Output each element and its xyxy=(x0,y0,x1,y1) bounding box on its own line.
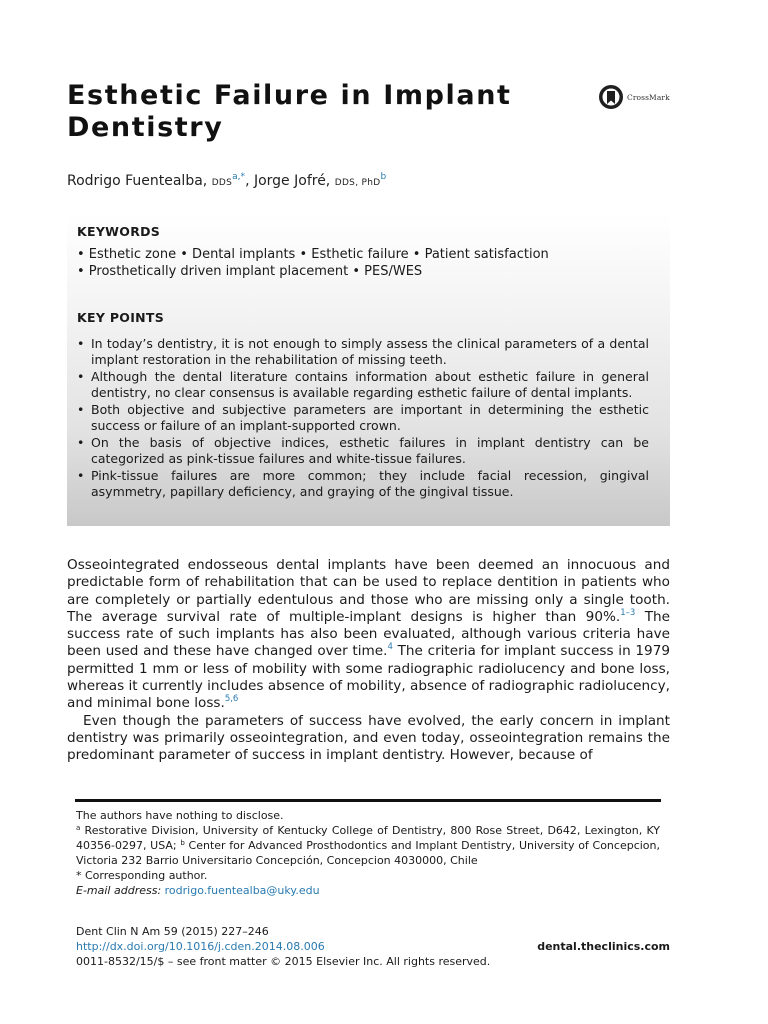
author-separator: , xyxy=(245,173,250,189)
key-point-item: • Pink-tissue failures are more common; they include facial recession, gingival asymmetry, papillary deficiency, and graying of the gingival tissue. xyxy=(77,468,649,499)
body-paragraph-1 xyxy=(67,557,670,713)
reference-link[interactable]: 5,6 xyxy=(224,694,239,705)
affiliation-b-marker: b xyxy=(180,839,185,847)
key-point-item: • Although the dental literature contains information about esthetic failure in general dentistry, no clear consensus is available regarding esthetic failure of dental implants. xyxy=(77,369,649,400)
article-body xyxy=(67,557,670,765)
affiliations-note xyxy=(76,823,660,868)
body-text-span: The success rate of such implants has also been evaluated, although various criteria have been used and these have changed over time. xyxy=(67,608,670,660)
journal-citation: Dent Clin N Am 59 (2015) 227–246 xyxy=(76,925,269,938)
author-1-name: Rodrigo Fuentealba, xyxy=(67,173,208,189)
key-points-list xyxy=(77,336,649,501)
body-text-span: The criteria for implant success in 1979 permitted 1 mm or less of mobility with some radiographic radiolucency and bone loss, whereas it currently includes absence of mobility, absence of radiographic radiolucency, and minimal bone loss. xyxy=(67,643,670,712)
doi-row xyxy=(76,939,670,954)
reference-link[interactable]: 1–3 xyxy=(620,607,636,618)
keywords-heading: KEYWORDS xyxy=(77,224,161,239)
crossmark-icon xyxy=(598,84,624,110)
key-point-item: • In today’s dentistry, it is not enough to simply assess the clinical parameters of a dental implant restoration in the rehabilitation of missing teeth. xyxy=(77,336,649,367)
corresponding-author-note: * Corresponding author. xyxy=(76,869,208,882)
author-1-affiliation-ref[interactable]: a,* xyxy=(232,172,246,182)
email-label: E-mail address: xyxy=(76,884,162,897)
journal-site-link[interactable]: dental.theclinics.com xyxy=(537,940,670,953)
title-line-2: Dentistry xyxy=(67,112,224,143)
footnotes xyxy=(76,808,660,898)
key-point-item: • On the basis of objective indices, esthetic failures in implant dentistry can be categorized as pink-tissue failures and white-tissue failures. xyxy=(77,435,649,466)
keywords-line-2: • Prosthetically driven implant placement • PES/WES xyxy=(77,264,423,279)
author-2-name: Jorge Jofré, xyxy=(253,173,331,189)
author-list xyxy=(67,173,386,189)
body-text-span: Osseointegrated endosseous dental implants have been deemed an innocuous and predictable form of rehabilitation that can be used to replace dentition in patients who are completely or partially edentulous and those who are missing only a single tooth. The average survival rate of multiple-implant designs is higher than 90%. xyxy=(67,557,670,625)
reference-link[interactable]: 4 xyxy=(387,642,393,653)
affiliation-b: Center for Advanced Prosthodontics and Implant Dentistry, University of Concepcion, Victoria 232 Barrio Universitario Concepción, Concepcion 4030000, Chile xyxy=(76,839,661,867)
email-link[interactable]: rodrigo.fuentealba@uky.edu xyxy=(164,884,320,897)
crossmark-badge[interactable] xyxy=(598,84,670,110)
keywords-keypoints-box xyxy=(67,212,670,526)
body-paragraph-2: Even though the parameters of success have evolved, the early concern in implant dentistry was primarily osseointegration, and even today, osseointegration remains the predominant parameter of success in implant dentistry. However, because of xyxy=(67,712,670,764)
keywords-line-1: • Esthetic zone • Dental implants • Esthetic failure • Patient satisfaction xyxy=(77,247,549,262)
affiliation-a: Restorative Division, University of Kentucky College of Dentistry, 800 Rose Street, D642, Lexington, KY 40356-0297, USA; xyxy=(76,824,660,852)
doi-link[interactable]: http://dx.doi.org/10.1016/j.cden.2014.08.006 xyxy=(76,940,325,953)
article-title xyxy=(67,80,567,144)
key-point-item: • Both objective and subjective parameters are important in determining the esthetic success or failure of an implant-supported crown. xyxy=(77,402,649,433)
disclosure-note: The authors have nothing to disclose. xyxy=(76,809,284,822)
publication-info xyxy=(76,924,670,969)
author-2-degree: DDS, PhD xyxy=(334,178,381,188)
author-2-affiliation-ref[interactable]: b xyxy=(380,172,387,182)
author-1-degree: DDS xyxy=(211,178,233,188)
copyright-line: 0011-8532/15/$ – see front matter © 2015 Elsevier Inc. All rights reserved. xyxy=(76,955,491,968)
crossmark-label: CrossMark xyxy=(627,92,670,102)
affiliation-a-marker: a xyxy=(76,824,81,832)
footnote-divider xyxy=(75,799,661,802)
key-points-heading: KEY POINTS xyxy=(77,310,165,325)
title-line-1: Esthetic Failure in Implant xyxy=(67,80,512,111)
email-note xyxy=(76,883,660,898)
